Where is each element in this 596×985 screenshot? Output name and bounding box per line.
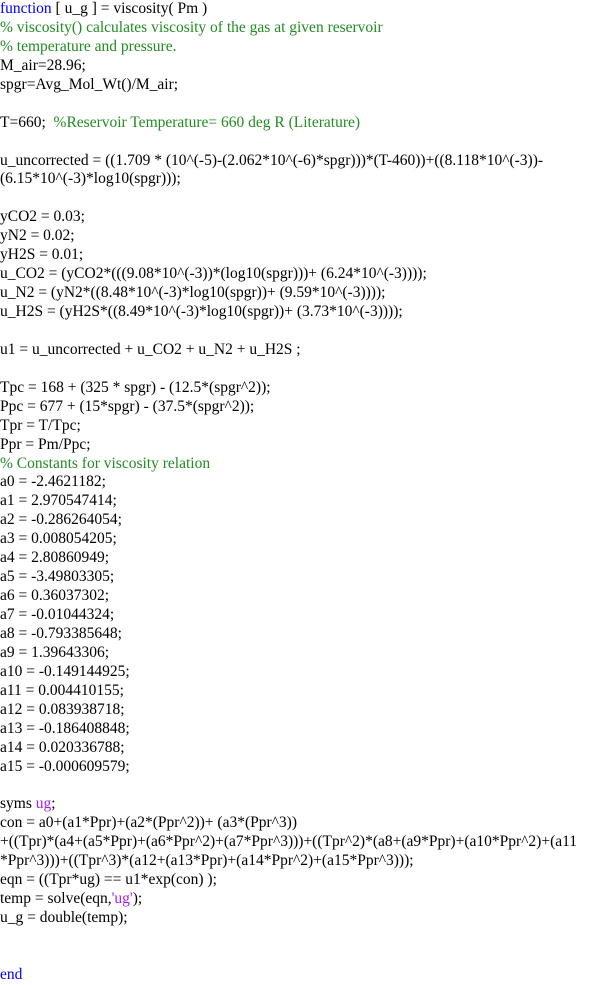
code-line — [0, 909, 596, 928]
code-line — [0, 644, 596, 663]
blank-line — [0, 928, 596, 947]
code-text: a6 = 0.36037302; — [0, 587, 110, 605]
code-line — [0, 492, 596, 511]
code-text: a4 = 2.80860949; — [0, 549, 110, 567]
code-text: u_g = double(temp); — [0, 909, 128, 926]
code-line — [0, 417, 596, 436]
code-line — [0, 208, 596, 227]
code-text: syms — [0, 795, 36, 813]
code-line — [0, 511, 596, 530]
blank-line — [0, 322, 596, 341]
code-line — [0, 455, 596, 474]
code-line — [0, 246, 596, 265]
code-text: yH2S = 0.01; — [0, 246, 84, 264]
keyword-token: function — [0, 0, 52, 17]
code-line — [0, 38, 596, 57]
code-text: ; — [51, 795, 56, 813]
code-text: a12 = 0.083938718; — [0, 700, 125, 718]
code-text: M_air=28.96; — [0, 56, 86, 74]
code-line — [0, 227, 596, 246]
code-text: u1 = u_uncorrected + u_CO2 + u_N2 + u_H2S ; — [0, 340, 301, 358]
code-line — [0, 606, 596, 625]
code-line — [0, 76, 596, 95]
blank-line — [0, 360, 596, 379]
code-line — [0, 587, 596, 606]
code-text: a14 = 0.020336788; — [0, 738, 125, 756]
code-line — [0, 814, 596, 833]
code-text: u_uncorrected = ((1.709 * (10^(-5)-(2.062*10^(-6)*spgr)))*(T-460))+((8.118*10^(-3))- — [0, 151, 544, 169]
code-text: eqn = ((Tpr*ug) == u1*exp(con) ); — [0, 871, 217, 889]
code-line — [0, 341, 596, 360]
code-text: a2 = -0.286264054; — [0, 511, 122, 529]
code-line — [0, 720, 596, 739]
code-text: yCO2 = 0.03; — [0, 208, 85, 226]
keyword-token: end — [0, 965, 23, 983]
code-text: a3 = 0.008054205; — [0, 530, 117, 548]
code-text: a1 = 2.970547414; — [0, 492, 117, 510]
code-text: con = a0+(a1*Ppr)+(a2*(Ppr^2))+ (a3*(Ppr^3)) — [0, 814, 297, 832]
code-text: a13 = -0.186408848; — [0, 719, 130, 737]
code-text: yN2 = 0.02; — [0, 227, 75, 245]
code-line — [0, 398, 596, 417]
code-text: ); — [132, 890, 143, 908]
code-text: Ppc = 677 + (15*spgr) - (37.5*(spgr^2)); — [0, 397, 255, 415]
code-line — [0, 833, 596, 852]
code-line — [0, 473, 596, 492]
code-text: Tpr = T/Tpc; — [0, 416, 81, 434]
code-line — [0, 379, 596, 398]
comment-text: % temperature and pressure. — [0, 37, 177, 55]
code-text: T=660; — [0, 113, 54, 131]
blank-line — [0, 947, 596, 966]
code-line — [0, 303, 596, 322]
code-text: Tpc = 168 + (325 * spgr) - (12.5*(spgr^2)); — [0, 378, 271, 396]
code-line — [0, 549, 596, 568]
code-text: a5 = -3.49803305; — [0, 568, 115, 586]
comment-text: %Reservoir Temperature= 660 deg R (Literature) — [53, 113, 361, 131]
blank-line — [0, 776, 596, 795]
code-line — [0, 114, 596, 133]
code-text: u_H2S = (yH2S*((8.49*10^(-3)*log10(spgr))+ (3.73*10^(-3)))); — [0, 303, 403, 320]
code-line — [0, 852, 596, 871]
code-line — [0, 568, 596, 587]
code-text: a8 = -0.793385648; — [0, 624, 122, 642]
code-text: a0 = -2.4621182; — [0, 473, 106, 491]
code-line — [0, 284, 596, 303]
code-text: *Ppr^3)))+((Tpr^3)*(a12+(a13*Ppr)+(a14*Ppr^2)+(a15*Ppr^3))); — [0, 852, 414, 870]
code-line — [0, 682, 596, 701]
string-literal: ug — [35, 795, 52, 813]
code-line — [0, 265, 596, 284]
code-line — [0, 701, 596, 720]
comment-text: % Constants for viscosity relation — [0, 454, 211, 472]
code-line — [0, 795, 596, 814]
blank-line — [0, 189, 596, 208]
code-text: +((Tpr)*(a4+(a5*Ppr)+(a6*Ppr^2)+(a7*Ppr^3)))+((Tpr^2)*(a8+(a9*Ppr)+(a10*Ppr^2)+(a11 — [0, 833, 578, 851]
code-text: temp = solve(eqn, — [0, 890, 112, 908]
code-line — [0, 436, 596, 455]
code-line — [0, 966, 596, 985]
code-line — [0, 625, 596, 644]
code-text: Ppr = Pm/Ppc; — [0, 435, 91, 453]
code-line — [0, 0, 596, 19]
code-text: a15 = -0.000609579; — [0, 757, 130, 775]
code-line — [0, 170, 596, 189]
code-text: a9 = 1.39643306; — [0, 643, 110, 661]
code-line — [0, 890, 596, 909]
code-line — [0, 758, 596, 777]
code-text: a11 = 0.004410155; — [0, 681, 124, 699]
blank-line — [0, 133, 596, 152]
code-text: (6.15*10^(-3)*log10(spgr))); — [0, 170, 181, 188]
comment-text: % viscosity() calculates viscosity of the gas at given reservoir — [0, 18, 383, 36]
code-text: u_CO2 = (yCO2*(((9.08*10^(-3))*(log10(spgr)))+ (6.24*10^(-3)))); — [0, 265, 427, 283]
string-literal: 'ug' — [111, 890, 133, 908]
code-text: spgr=Avg_Mol_Wt()/M_air; — [0, 75, 179, 93]
code-text: [ u_g ] = viscosity( Pm ) — [51, 0, 208, 17]
code-line — [0, 739, 596, 758]
code-line — [0, 530, 596, 549]
code-line — [0, 871, 596, 890]
blank-line — [0, 95, 596, 114]
code-text: a10 = -0.149144925; — [0, 662, 130, 680]
code-line — [0, 57, 596, 76]
code-text: a7 = -0.01044324; — [0, 606, 115, 623]
code-line — [0, 152, 596, 171]
code-text: u_N2 = (yN2*((8.48*10^(-3)*log10(spgr))+ (9.59*10^(-3)))); — [0, 284, 386, 302]
code-line — [0, 19, 596, 38]
code-line — [0, 663, 596, 682]
